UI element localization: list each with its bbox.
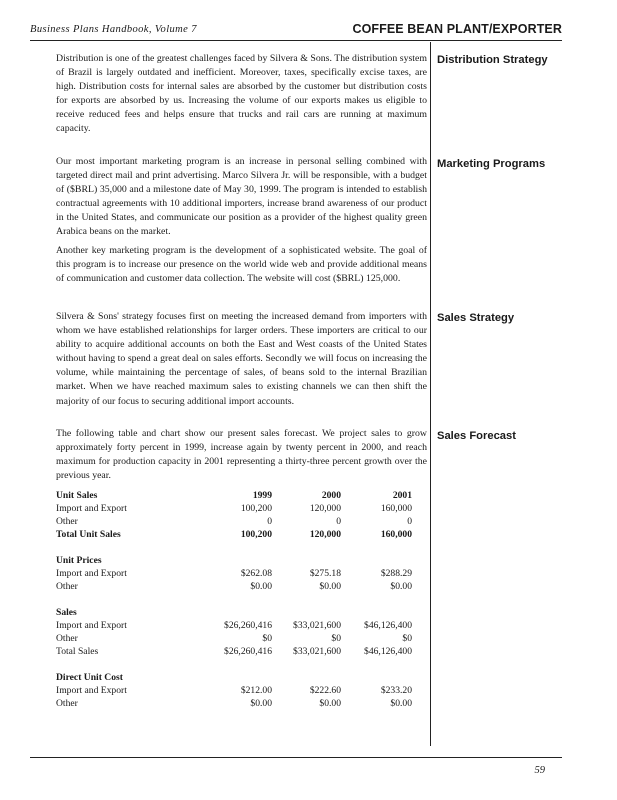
row-label: Total Sales <box>56 646 99 657</box>
cell-value: $212.00 <box>240 685 272 696</box>
book-title: Business Plans Handbook, Volume 7 <box>30 24 197 35</box>
year-header: 2000 <box>321 490 341 501</box>
table-spacer <box>56 658 412 671</box>
table-row <box>56 684 412 697</box>
cell-value: $222.60 <box>309 685 341 696</box>
row-label: Import and Export <box>56 503 127 514</box>
cell-value: $0 <box>402 633 412 644</box>
row-label: Other <box>56 633 78 644</box>
cell-value: $233.20 <box>380 685 412 696</box>
cell-value: $26,260,416 <box>224 620 272 631</box>
cell-value: 0 <box>267 516 272 527</box>
year-header: 2001 <box>392 490 412 501</box>
cell-value: $46,126,400 <box>364 646 412 657</box>
cell-value: $26,260,416 <box>224 646 272 657</box>
cell-value: $0.00 <box>390 581 412 592</box>
header-divider <box>30 40 562 41</box>
group-title: Unit Sales <box>56 490 98 501</box>
table-spacer <box>56 593 412 606</box>
group-title: Unit Prices <box>56 555 102 566</box>
sales-strategy-paragraph: Silvera & Sons' strategy focuses first on meeting the increased demand from importers with whom we have established relationships for larger orders. These importers are critical to our ability to acquire additional accounts on both the East and West coasts of the United States without having to spend a great deal on sales efforts. Secondly we will focus on increasing the volume, while maintaining the percentage of sales, of beans sold to the internal Brazilian market. When we have reached maximum sales to existing channels we can then shift the majority of our focus to securing additional import accounts. <box>56 311 427 407</box>
page-number: 59 <box>534 765 545 776</box>
marketing-heading: Marketing Programs <box>437 158 546 170</box>
cell-value: 160,000 <box>380 529 412 540</box>
table-row <box>56 606 412 619</box>
cell-value: 100,200 <box>240 503 272 514</box>
group-title: Direct Unit Cost <box>56 672 123 683</box>
table-row <box>56 645 412 658</box>
cell-value: $33,021,600 <box>293 620 341 631</box>
chapter-title: COFFEE BEAN PLANT/EXPORTER <box>352 22 562 36</box>
table-row <box>56 502 412 515</box>
sales-strategy-heading: Sales Strategy <box>437 312 515 324</box>
row-label: Other <box>56 698 78 709</box>
cell-value: $0.00 <box>250 698 272 709</box>
cell-value: $0.00 <box>319 698 341 709</box>
table-row <box>56 632 412 645</box>
cell-value: $0.00 <box>250 581 272 592</box>
marketing-paragraph: Our most important marketing program is an increase in personal selling combined with targeted direct mail and print advertising. Marco Silvera Jr. will be responsible, with a budget of ($BRL) 35,000 and a milestone date of May 30, 1999. The program is intended to establish contractual agreements with 10 additional importers, increase brand awareness of our product in the United States, and communicate our position as a provider of the highest quality green Arabica beans on the market. <box>56 156 427 238</box>
footer-divider <box>30 757 562 758</box>
cell-value: 0 <box>407 516 412 527</box>
cell-value: $46,126,400 <box>364 620 412 631</box>
table-row <box>56 619 412 632</box>
sales-forecast-paragraph: The following table and chart show our present sales forecast. We project sales to grow approximately forty percent in 1999, increase again by twenty percent in 2000, and reach maximum for production capacity in 2001 representing a thirty-three percent growth over the previous year. <box>56 428 427 482</box>
cell-value: $288.29 <box>380 568 412 579</box>
running-head <box>30 24 562 38</box>
cell-value: $0.00 <box>390 698 412 709</box>
table-row <box>56 489 412 502</box>
website-paragraph: Another key marketing program is the development of a sophisticated website. The goal of this program is to increase our presence on the world wide web and provide additional means of communication and customer data collection. The website will cost ($BRL) 125,000. <box>56 245 427 285</box>
cell-value: 160,000 <box>380 503 412 514</box>
row-label: Other <box>56 516 78 527</box>
cell-value: $33,021,600 <box>293 646 341 657</box>
cell-value: 120,000 <box>309 503 341 514</box>
table-row <box>56 554 412 567</box>
row-label: Total Unit Sales <box>56 529 121 540</box>
cell-value: 120,000 <box>309 529 341 540</box>
cell-value: 0 <box>336 516 341 527</box>
group-title: Sales <box>56 607 77 618</box>
row-label: Import and Export <box>56 620 127 631</box>
column-divider <box>430 42 431 746</box>
cell-value: $0 <box>262 633 272 644</box>
cell-value: $0.00 <box>319 581 341 592</box>
row-label: Import and Export <box>56 568 127 579</box>
cell-value: 100,200 <box>240 529 272 540</box>
distribution-paragraph: Distribution is one of the greatest challenges faced by Silvera & Sons. The distribution system of Brazil is largely outdated and inefficient. Moreover, taxes, specifically excise taxes, are high. Distribution costs for internal sales are absorbed by the customer but distribution costs for exports are absorbed by us. Increasing the volume of our exports makes us eligible to receive reduced fees and helps ensure that trucks and rail cars are running at maximum capacity. <box>56 53 427 135</box>
table-row <box>56 697 412 710</box>
sales-forecast-heading: Sales Forecast <box>437 430 516 442</box>
distribution-heading: Distribution Strategy <box>437 54 548 66</box>
year-header: 1999 <box>252 490 272 501</box>
sales-forecast-table <box>56 489 412 710</box>
cell-value: $262.08 <box>240 568 272 579</box>
row-label: Import and Export <box>56 685 127 696</box>
table-row <box>56 580 412 593</box>
row-label: Other <box>56 581 78 592</box>
table-row <box>56 567 412 580</box>
cell-value: $275.18 <box>309 568 341 579</box>
table-row <box>56 515 412 528</box>
cell-value: $0 <box>331 633 341 644</box>
table-spacer <box>56 541 412 554</box>
table-row <box>56 671 412 684</box>
table-row <box>56 528 412 541</box>
